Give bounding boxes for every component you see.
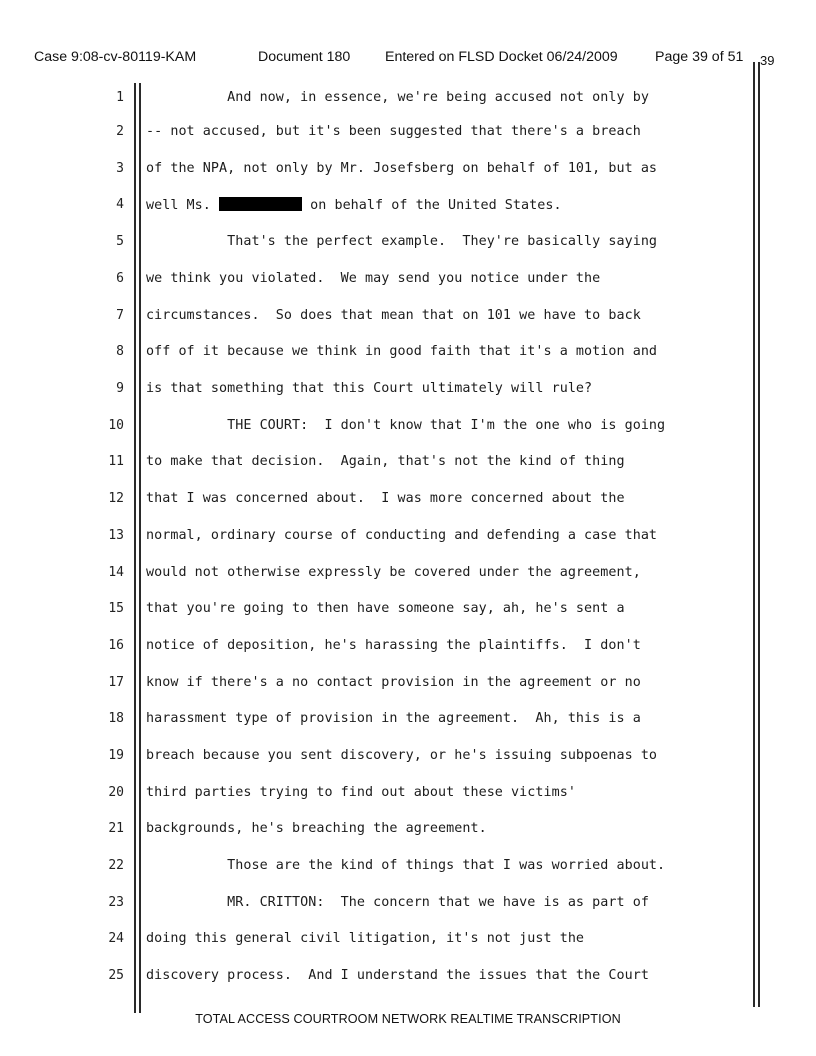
- line-text: That's the perfect example. They're basically saying: [146, 234, 658, 249]
- transcript-line: [0, 709, 816, 733]
- line-text: of the NPA, not only by Mr. Josefsberg on behalf of 101, but as: [146, 161, 658, 176]
- transcript-line: [0, 746, 816, 770]
- page-number: 39: [760, 53, 775, 68]
- line-text: -- not accused, but it's been suggested that there's a breach: [146, 124, 641, 139]
- line-number: 19: [108, 748, 124, 763]
- line-text: doing this general civil litigation, it's not just the: [146, 931, 585, 946]
- line-number: 7: [116, 308, 124, 323]
- line-number: 21: [108, 821, 124, 836]
- line-number: 18: [108, 711, 124, 726]
- transcript-line: [0, 673, 816, 697]
- line-text: is that something that this Court ultimately will rule?: [146, 381, 593, 396]
- line-text: breach because you sent discovery, or he's issuing subpoenas to: [146, 748, 658, 763]
- line-number: 12: [108, 491, 124, 506]
- line-text: [146, 197, 562, 213]
- line-number: 17: [108, 675, 124, 690]
- line-number: 16: [108, 638, 124, 653]
- transcript-line: [0, 893, 816, 917]
- line-text: would not otherwise expressly be covered under the agreement,: [146, 565, 641, 580]
- line-text: off of it because we think in good faith that it's a motion and: [146, 344, 658, 359]
- line-number: 9: [116, 381, 124, 396]
- transcript-line: [0, 819, 816, 843]
- line-text: to make that decision. Again, that's not the kind of thing: [146, 454, 625, 469]
- line-text: backgrounds, he's breaching the agreement.: [146, 821, 487, 836]
- line-number: 11: [108, 454, 124, 469]
- transcription-footer: TOTAL ACCESS COURTROOM NETWORK REALTIME TRANSCRIPTION: [195, 1012, 621, 1026]
- line-number: 4: [116, 197, 124, 212]
- line-text: know if there's a no contact provision in the agreement or no: [146, 675, 641, 690]
- line-text-after-redaction: on behalf of the United States.: [302, 198, 562, 213]
- transcript-line: [0, 195, 816, 219]
- line-number: 13: [108, 528, 124, 543]
- redaction-block: [219, 197, 302, 211]
- line-text: And now, in essence, we're being accused not only by: [146, 90, 649, 105]
- line-number: 5: [116, 234, 124, 249]
- transcript-line: [0, 159, 816, 183]
- transcript-line: [0, 929, 816, 953]
- line-text: that I was concerned about. I was more concerned about the: [146, 491, 625, 506]
- line-text: harassment type of provision in the agreement. Ah, this is a: [146, 711, 641, 726]
- line-number: 6: [116, 271, 124, 286]
- transcript-line: [0, 379, 816, 403]
- page-count: Page 39 of 51: [655, 49, 744, 65]
- docket-entry: Entered on FLSD Docket 06/24/2009: [385, 49, 618, 65]
- transcript-line: [0, 342, 816, 366]
- line-number: 23: [108, 895, 124, 910]
- line-number: 3: [116, 161, 124, 176]
- line-text: Those are the kind of things that I was worried about.: [146, 858, 666, 873]
- transcript-line: [0, 783, 816, 807]
- transcript-line: [0, 966, 816, 990]
- line-number: 15: [108, 601, 124, 616]
- transcript-line: [0, 232, 816, 256]
- transcript-line: [0, 452, 816, 476]
- line-number: 2: [116, 124, 124, 139]
- transcript-line: [0, 306, 816, 330]
- line-text: circumstances. So does that mean that on 101 we have to back: [146, 308, 641, 323]
- line-text: MR. CRITTON: The concern that we have is as part of: [146, 895, 649, 910]
- line-text: we think you violated. We may send you notice under the: [146, 271, 601, 286]
- line-number: 1: [116, 90, 124, 105]
- line-number: 8: [116, 344, 124, 359]
- line-text: normal, ordinary course of conducting and defending a case that: [146, 528, 658, 543]
- line-text-before-redaction: well Ms.: [146, 198, 220, 213]
- line-text: THE COURT: I don't know that I'm the one who is going: [146, 418, 666, 433]
- line-text: notice of deposition, he's harassing the plaintiffs. I don't: [146, 638, 641, 653]
- line-text: discovery process. And I understand the issues that the Court: [146, 968, 649, 983]
- line-number: 22: [108, 858, 124, 873]
- transcript-line: [0, 489, 816, 513]
- transcript-line: [0, 88, 816, 112]
- line-number: 25: [108, 968, 124, 983]
- line-number: 14: [108, 565, 124, 580]
- transcript-line: [0, 526, 816, 550]
- line-text: third parties trying to find out about these victims': [146, 785, 576, 800]
- page-header: [34, 49, 774, 73]
- transcript-line: [0, 416, 816, 440]
- transcript-line: [0, 636, 816, 660]
- line-number: 20: [108, 785, 124, 800]
- line-text: that you're going to then have someone say, ah, he's sent a: [146, 601, 625, 616]
- transcript-line: [0, 563, 816, 587]
- line-number: 24: [108, 931, 124, 946]
- case-number: Case 9:08-cv-80119-KAM: [34, 49, 197, 65]
- line-number: 10: [108, 418, 124, 433]
- transcript-line: [0, 122, 816, 146]
- transcript-line: [0, 269, 816, 293]
- document-number: Document 180: [258, 49, 351, 65]
- transcript-line: [0, 856, 816, 880]
- transcript-line: [0, 599, 816, 623]
